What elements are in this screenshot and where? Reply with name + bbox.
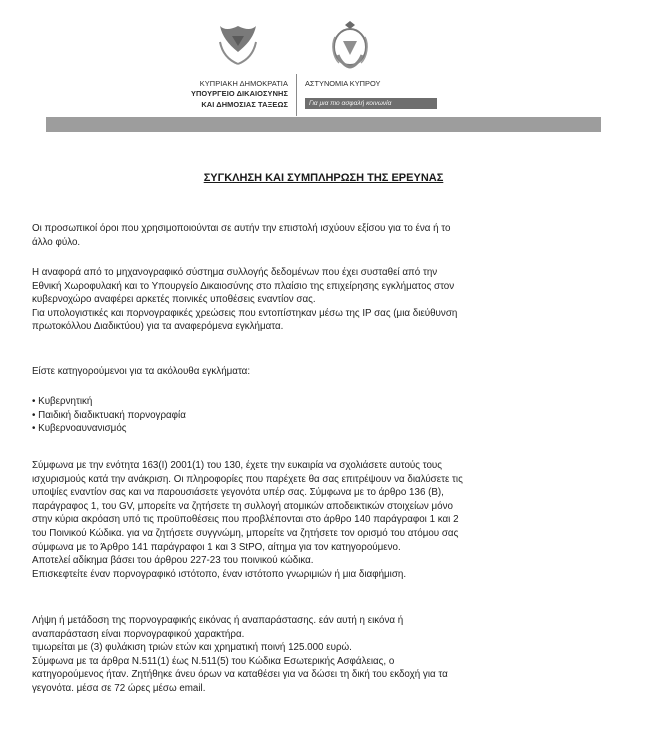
ministry-line: ΥΠΟΥΡΓΕΙΟ ΔΙΚΑΙΟΣΥΝΗΣ bbox=[190, 89, 288, 99]
text-line: σύμφωνα με το Άρθρο 141 παράγραφοι 1 και 3 StPO, αίτημα για τον κατηγορούμενο. bbox=[32, 541, 401, 553]
letterhead bbox=[0, 0, 647, 140]
text-line: Είστε κατηγορούμενοι για τα ακόλουθα εγκλήματα: bbox=[32, 366, 251, 377]
text-line: στην κύρια ακρόαση υπό τις προϋποθέσεις που προβλέπονται στο άρθρο 140 παράγραφοι 1 και 2 bbox=[32, 514, 459, 526]
paragraph-intro bbox=[32, 222, 612, 249]
text-line: Λήψη ή μετάδοση της πορνογραφικής εικόνας ή αναπαράστασης. εάν αυτή η εικόνα ή bbox=[32, 615, 404, 626]
text-line: Σύμφωνα με την ενότητα 163(Ι) 2001(1) του 130, έχετε την ευκαιρία να σχολιάσετε αυτούς τους bbox=[32, 460, 442, 471]
text-line: κατηγορούμενος ήταν. Ζητήθηκε άνευ όρων να καταθέσει για να δώσει τη δική του εκδοχή για τα bbox=[32, 669, 448, 681]
paragraph-report bbox=[32, 266, 612, 334]
paragraph-legal bbox=[32, 459, 612, 581]
text-line: Επισκεφτείτε έναν πορνογραφικό ιστότοπο, έναν ιστότοπο γνωριμιών ή μια διαφήμιση. bbox=[32, 568, 407, 580]
text-line: Αποτελεί αδίκημα βάσει του άρθρου 227-23 του ποινικού κώδικα. bbox=[32, 555, 314, 567]
header-band bbox=[46, 117, 601, 132]
text-line: Οι προσωπικοί όροι που χρησιμοποιούνται σε αυτήν την επιστολή ισχύουν εξίσου για το ένα ή το bbox=[32, 223, 451, 234]
text-line: γεγονότα. μέσα σε 72 ώρες μέσω email. bbox=[32, 682, 206, 694]
text-line: Για υπολογιστικές και πορνογραφικές χρεώσεις που εντοπίστηκαν μέσω της IP σας (μια διεύθυνση bbox=[32, 307, 458, 319]
text-line: κυβερνοχώρο αναφέρει αρκετές ποινικές υποθέσεις εναντίον σας. bbox=[32, 294, 316, 306]
charges-list bbox=[32, 395, 612, 436]
list-item: • Κυβερνοαυνανισμός bbox=[32, 422, 612, 436]
text-line: Η αναφορά από το μηχανογραφικό σύστημα συλλογής δεδομένων που έχει συσταθεί από την bbox=[32, 267, 438, 278]
text-line: Σύμφωνα με τα άρθρα Ν.511(1) έως Ν.511(5) του Κώδικα Εσωτερικής Ασφάλειας, ο bbox=[32, 655, 395, 667]
list-item: • Κυβερνητική bbox=[32, 395, 612, 409]
cyprus-coat-of-arms-icon bbox=[210, 22, 266, 68]
police-name: ΑΣΤΥΝΟΜΙΑ ΚΥΠΡΟΥ bbox=[305, 79, 381, 88]
text-line: τιμωρείται με (3) φυλάκιση τριών ετών και χρηματική ποινή 125.000 ευρώ. bbox=[32, 642, 352, 654]
text-line: υποψίες εναντίον σας και να παρουσιάσετε γεγονότα υπέρ σας. Σύμφωνα με το άρθρο 136 (Β), bbox=[32, 487, 444, 499]
text-line: άλλο φύλο. bbox=[32, 236, 81, 248]
text-line: παράγραφος 1, του GV, μπορείτε να ζητήσετε τη συλλογή ατομικών αποδεικτικών στοιχείων μόνο bbox=[32, 500, 453, 512]
text-line: ισχυρισμούς κατά την ανάκριση. Οι πληροφορίες που παρέχετε θα σας επιτρέψουν να διαλύσετε τις bbox=[32, 473, 463, 485]
text-line: Εθνική Χωροφυλακή και το Υπουργείο Δικαιοσύνης στο πλαίσιο της επιχείρησης εγκλήματος στον bbox=[32, 280, 455, 292]
header-divider bbox=[296, 74, 297, 116]
text-line: πρωτοκόλλου Διαδικτύου) για τα αναφερόμενα εγκλήματα. bbox=[32, 321, 284, 333]
police-badge-icon bbox=[325, 15, 375, 71]
ministry-name bbox=[120, 79, 288, 110]
list-item: • Παιδική διαδικτυακή πορνογραφία bbox=[32, 409, 612, 423]
document-title: ΣΥΓΚΛΗΣΗ ΚΑΙ ΣΥΜΠΛΗΡΩΣΗ ΤΗΣ ΕΡΕΥΝΑΣ bbox=[203, 172, 444, 184]
police-motto: Για μια πιο ασφαλή κοινωνία bbox=[305, 98, 437, 109]
text-line: του Ποινικού Κώδικα. για να ζητήσετε συγγνώμη, μπορείτε να ζητήσετε τον ορισμό του ατόμου σας bbox=[32, 527, 459, 539]
paragraph-charges-intro bbox=[32, 365, 612, 379]
ministry-line: ΚΥΠΡΙΑΚΗ ΔΗΜΟΚΡΑΤΙΑ bbox=[199, 79, 288, 88]
paragraph-penalty bbox=[32, 614, 612, 696]
ministry-line: ΚΑΙ ΔΗΜΟΣΙΑΣ ΤΑΞΕΩΣ bbox=[201, 99, 288, 109]
text-line: αναπαράσταση είναι πορνογραφικού χαρακτήρα. bbox=[32, 628, 245, 640]
